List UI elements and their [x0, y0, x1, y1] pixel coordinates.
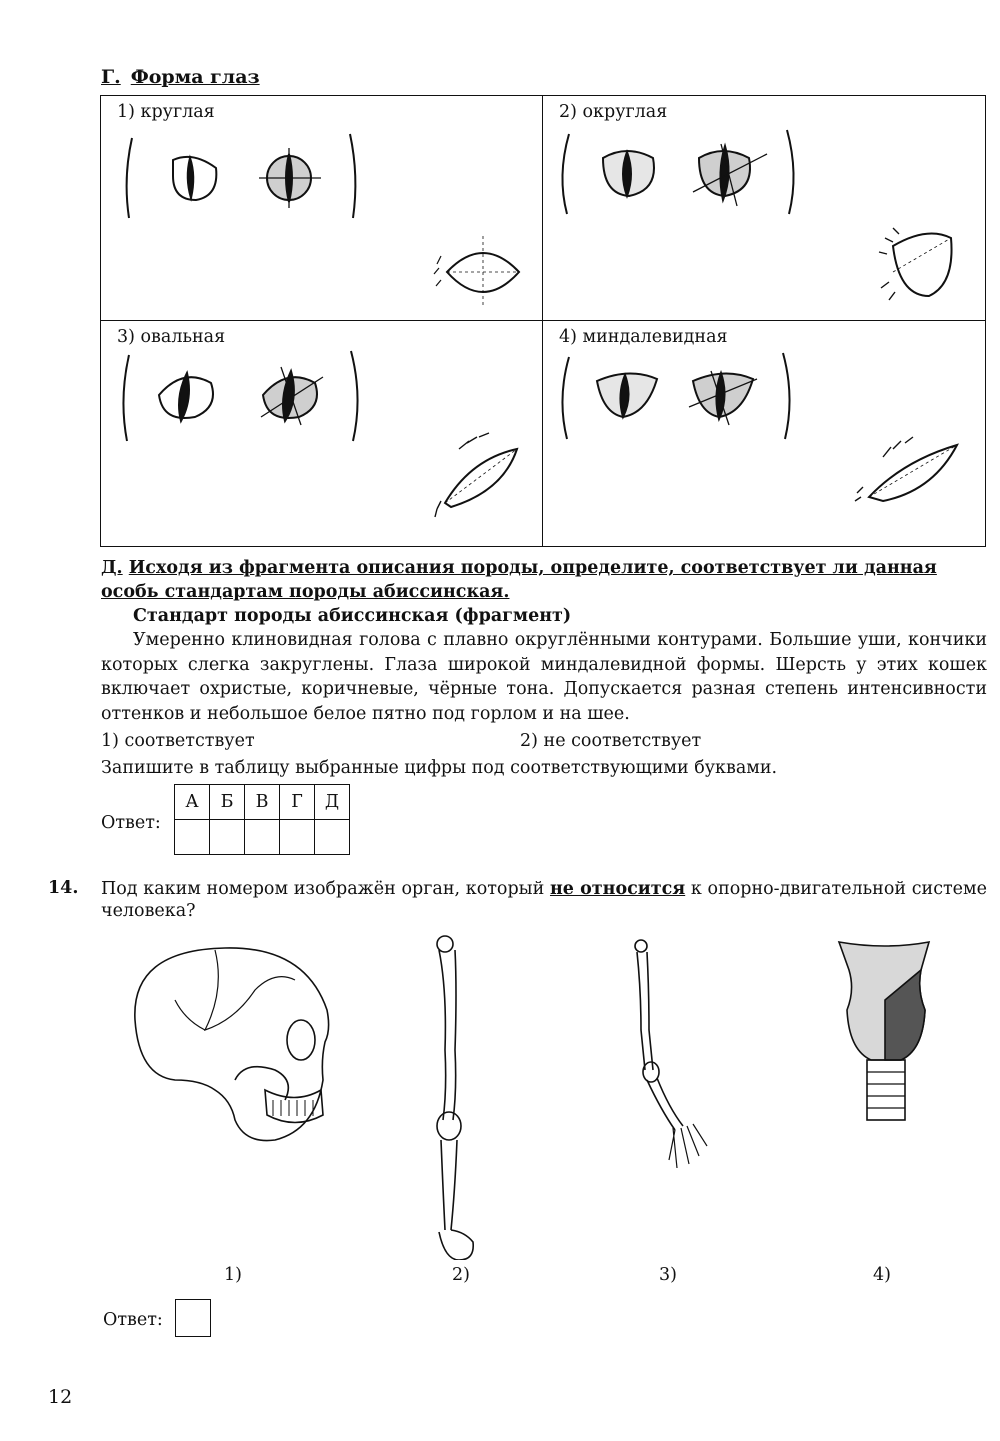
organ-label-3: 3)	[659, 1265, 677, 1285]
page-number: 12	[48, 1386, 73, 1408]
organ-label-2: 2)	[452, 1265, 470, 1285]
section-g-heading	[101, 66, 260, 88]
answer-col-v: В	[245, 785, 280, 820]
answer-col-d: Д	[315, 785, 350, 820]
q14-text-after: к опорно-двигательной системе человека?	[101, 879, 987, 921]
answer-label: Ответ:	[101, 813, 161, 833]
q14-text-emphasis: не относится	[549, 879, 686, 899]
answer-table	[174, 784, 350, 855]
eye-cell-label: 2) округлая	[559, 102, 668, 122]
eye-cell-label: 1) круглая	[117, 102, 215, 122]
eye-cell-oval	[101, 321, 543, 546]
eye-cell-rounded	[543, 96, 985, 321]
option-1: 1) соответствует	[101, 731, 255, 751]
almond-eye-illustration	[543, 321, 986, 547]
eye-cell-label: 3) овальная	[117, 327, 226, 347]
answer-table-inputs	[175, 820, 350, 855]
section-g-letter: Г.	[101, 66, 121, 88]
section-d-text: Исходя из фрагмента описания породы, определите, соответствует ли данная особь стандартам породы абиссинская.	[101, 558, 937, 602]
leg-bone-icon	[437, 936, 473, 1260]
section-g-title: Форма глаз	[130, 66, 260, 88]
skull-icon	[135, 948, 329, 1141]
answer-cell-v[interactable]	[245, 820, 280, 855]
answer-cell-b[interactable]	[210, 820, 245, 855]
eye-cell-round	[101, 96, 543, 321]
organ-label-1: 1)	[224, 1265, 242, 1285]
arm-bone-icon	[635, 940, 707, 1168]
answer-col-g: Г	[280, 785, 315, 820]
organ-illustrations	[95, 930, 955, 1260]
round-eye-illustration	[101, 96, 544, 322]
question-14-text	[101, 878, 987, 922]
answer-cell-g[interactable]	[280, 820, 315, 855]
option-2: 2) не соответствует	[520, 731, 702, 751]
oval-eye-illustration	[101, 321, 544, 547]
section-d-question	[101, 556, 987, 604]
answer-14-box[interactable]	[175, 1299, 211, 1337]
section-d-letter: Д.	[101, 558, 123, 578]
answer-table-header	[175, 785, 350, 820]
eye-cell-label: 4) миндалевидная	[559, 327, 728, 347]
eye-shape-grid	[100, 95, 986, 547]
answer-cell-d[interactable]	[315, 820, 350, 855]
eye-cell-almond	[543, 321, 985, 546]
organ-label-4: 4)	[873, 1265, 891, 1285]
standard-title: Стандарт породы абиссинская (фрагмент)	[133, 606, 572, 626]
larynx-icon	[839, 942, 929, 1120]
question-14-number: 14.	[48, 878, 79, 898]
answer-col-a: А	[175, 785, 210, 820]
q14-text-before: Под каким номером изображён орган, который	[101, 879, 550, 899]
rounded-eye-illustration	[543, 96, 986, 322]
answer-col-b: Б	[210, 785, 245, 820]
instruction: Запишите в таблицу выбранные цифры под соответствующими буквами.	[101, 758, 778, 778]
answer-14-label: Ответ:	[103, 1310, 163, 1330]
standard-text: Умеренно клиновидная голова с плавно округлёнными контурами. Большие уши, кончики которых слегка закруглены. Глаза широкой миндалевидной формы. Шерсть у этих кошек включает охристые, коричневые, чёрные тона. Допускается разная степень интенсивности оттенков и небольшое белое пятно под горлом и на шее.	[101, 630, 987, 724]
answer-cell-a[interactable]	[175, 820, 210, 855]
